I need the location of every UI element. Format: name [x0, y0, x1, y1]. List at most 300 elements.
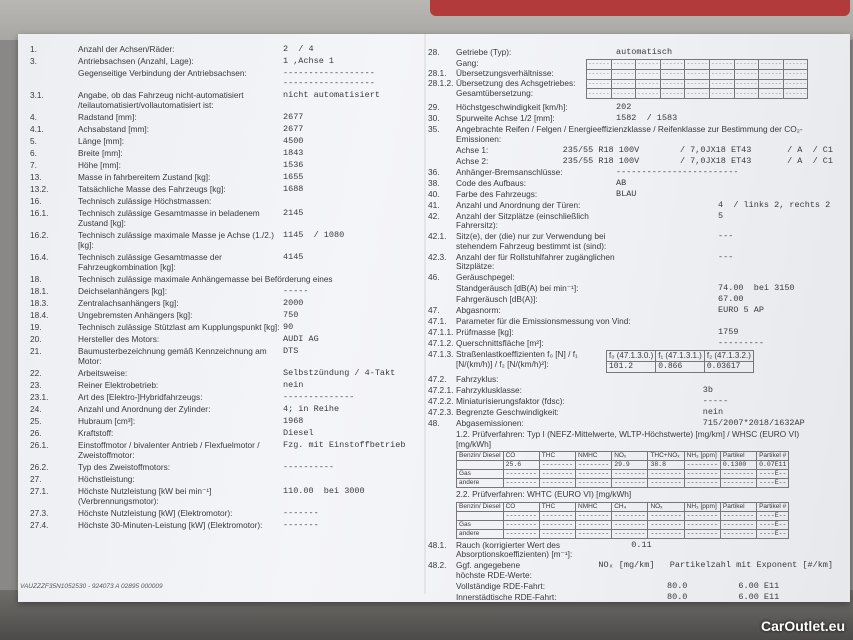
field-number: 5.	[30, 136, 37, 146]
table-header-cell: THC	[539, 452, 575, 461]
field-label: Abgasemissionen:	[456, 417, 524, 428]
field-label: Übersetzungsverhältnisse:	[456, 68, 554, 78]
field-number: 47.1.3.	[428, 349, 454, 359]
table-header-cell: CO	[503, 452, 539, 461]
table-cell: ------	[612, 79, 635, 87]
field-label: Übersetzung des Achsgetriebes:	[456, 78, 576, 88]
field-label: Hubraum [cm³]:	[78, 416, 136, 426]
field-label: Innerstädtische RDE-Fahrt:	[456, 591, 557, 602]
field-label: Gesamtübersetzung:	[456, 88, 534, 98]
field-label: Technisch zulässige Stützlast am Kupplungspunkt [kg]:	[78, 322, 280, 332]
table-header-cell: CH₄	[612, 502, 648, 511]
coefficients-table	[606, 350, 754, 373]
field-label: Radstand [mm]:	[78, 112, 137, 122]
field-label: Kraftstoff:	[78, 428, 114, 438]
field-number: 13.	[30, 172, 42, 182]
field-row	[428, 253, 833, 272]
table-cell: --------	[720, 520, 756, 529]
field-number: 22.	[30, 368, 42, 378]
table-cell: 38.8	[648, 461, 684, 470]
field-number: 13.2.	[30, 184, 49, 194]
table-cell: ------	[735, 79, 758, 87]
field-value: ------------------------	[616, 166, 739, 177]
test1-table	[456, 451, 789, 488]
field-row	[30, 520, 420, 530]
field-label: Technisch zulässige Höchstmassen:	[78, 196, 212, 206]
field-row	[30, 346, 420, 366]
table-header-cell: Partikel	[720, 452, 756, 461]
table-cell: --------	[576, 479, 612, 488]
table-cell	[457, 511, 504, 520]
field-value: 1655	[283, 172, 304, 182]
field-number: 42.1.	[428, 231, 447, 241]
field-label: Achse 2:	[456, 155, 489, 166]
field-row	[30, 148, 420, 158]
table-header-cell: CO	[503, 502, 539, 511]
table-cell: --------	[576, 520, 612, 529]
table-cell: --------	[720, 470, 756, 479]
table-row	[587, 60, 808, 70]
field-row	[428, 114, 833, 124]
field-number: 16.4.	[30, 252, 49, 262]
field-label: Deichselanhängers [kg]:	[78, 286, 168, 296]
field-label: Rauch (korrigierter Wert des Absorptionskoeffizienten) [m⁻¹]:	[456, 539, 573, 559]
field-label: Einstoffmotor / bivalenter Antrieb / Flexfuelmotor / Zweistoffmotor:	[78, 440, 260, 460]
field-row	[428, 273, 833, 283]
field-row	[30, 428, 420, 438]
table-cell: --------	[503, 529, 539, 538]
field-label: Technisch zulässige Gesamtmasse in beladenem Zustand [kg]:	[78, 208, 260, 228]
field-row	[428, 125, 833, 144]
field-row	[428, 179, 833, 189]
field-label: Vollständige RDE-Fahrt:	[456, 580, 546, 591]
field-number: 16.	[30, 196, 42, 206]
field-row	[30, 68, 420, 88]
table-cell: --------	[503, 470, 539, 479]
field-value: ----------	[283, 462, 335, 472]
field-number: 24.	[30, 404, 42, 414]
field-row	[428, 593, 833, 603]
field-number: 42.	[428, 210, 440, 221]
field-label: Angebrachte Reifen / Felgen / Energieeffizienzklasse / Reifenklasse zur Bestimmung der CO₂-Emissionen:	[456, 124, 803, 144]
table-cell: ----E--	[757, 470, 789, 479]
field-row	[30, 486, 420, 506]
field-label: Angabe, ob das Fahrzeug nicht-automatisiert /teilautomatisiert/vollautomatisiert ist:	[78, 90, 244, 110]
table-cell: --------	[612, 470, 648, 479]
table-cell: ------	[588, 79, 610, 87]
table-cell: ------	[661, 60, 684, 68]
table-header-cell: NH₃ [ppm]	[684, 502, 720, 511]
table-header-row	[457, 502, 789, 511]
field-number: 38.	[428, 177, 440, 188]
table-cell: ------	[784, 60, 807, 68]
field-row	[30, 322, 420, 332]
table-cell: ------	[735, 70, 758, 78]
table-cell: ------	[686, 79, 709, 87]
field-label: Code des Aufbaus:	[456, 177, 527, 188]
field-value: 3b	[616, 384, 713, 395]
field-label: Achsabstand [mm]:	[78, 124, 150, 134]
table-header-cell: f₀ (47.1.3.0.)	[607, 351, 656, 362]
field-number: 47.2.	[428, 373, 447, 384]
field-row	[428, 212, 833, 231]
table-cell: ------	[711, 60, 733, 68]
field-label: Antriebsachsen (Anzahl, Lage):	[78, 56, 194, 66]
field-label: Geräuschpegel:	[456, 272, 515, 282]
field-label: Tatsächliche Masse des Fahrzeugs [kg]:	[78, 184, 226, 194]
table-row	[457, 470, 789, 479]
table-cell: ------	[711, 70, 733, 78]
field-number: 18.	[30, 274, 42, 284]
field-label: Ggf. angegebene höchste RDE-Werte:	[456, 560, 532, 580]
field-value: 715/2007*2018/1632AP	[616, 417, 805, 428]
table-cell: ------	[661, 89, 684, 97]
table-cell: --------	[648, 479, 684, 488]
table-cell: --------	[539, 529, 575, 538]
table-header-cell: f₂ (47.1.3.2.)	[704, 351, 753, 362]
field-number: 26.	[30, 428, 42, 438]
field-row	[30, 124, 420, 134]
field-row	[428, 408, 833, 418]
table-cell: --------	[576, 470, 612, 479]
field-value: automatisch	[616, 47, 673, 57]
table-header-cell: THC	[539, 502, 575, 511]
field-row	[30, 208, 420, 228]
left-column	[30, 44, 420, 532]
table-cell: ------	[735, 60, 758, 68]
field-row	[30, 230, 420, 250]
field-label: Art des [Elektro-]Hybridfahrzeugs:	[78, 392, 203, 402]
field-row	[428, 168, 833, 178]
field-row	[428, 397, 833, 407]
field-number: 48.2.	[428, 560, 447, 570]
field-value: --------------	[283, 392, 355, 402]
field-label: Straßenlastkoeffizienten f₀ [N] / f₁ [N/(km/h)] / f₂ [N/(km/h)²]:	[456, 349, 578, 369]
field-number: 27.3.	[30, 508, 49, 518]
table-cell: ------	[637, 89, 659, 97]
table-cell: --------	[576, 461, 612, 470]
table-cell: --------	[684, 520, 720, 529]
field-value: nicht automatisiert	[283, 90, 380, 100]
field-label: Fahrzyklusklasse:	[456, 384, 522, 395]
field-value: ---------	[616, 338, 764, 348]
field-value: ---	[616, 251, 734, 262]
document-footer: VAUZZZF35N1052530 - 924073 A 02895 000009	[20, 583, 163, 590]
table-cell: 101.2	[607, 362, 656, 373]
field-label: Abgasnorm:	[456, 305, 501, 315]
field-label: Höchste Nutzleistung [kW] (Elektromotor):	[78, 508, 233, 518]
table-cell: ------	[686, 70, 709, 78]
field-label: Anzahl und Anordnung der Zylinder:	[78, 404, 211, 414]
field-label: Fahrzyklus:	[456, 373, 499, 384]
table-cell: 29.9	[612, 461, 648, 470]
table-cell: --------	[539, 511, 575, 520]
field-value: 2 / 4	[283, 44, 314, 54]
field-label: Fahrgeräusch [dB(A)]:	[456, 294, 538, 304]
table-cell: --------	[720, 479, 756, 488]
field-label: Standgeräusch [dB(A) bei min⁻¹]:	[456, 283, 579, 293]
table-cell: --------	[720, 511, 756, 520]
field-number: 46.	[428, 272, 440, 282]
field-value: nein	[283, 380, 304, 390]
table-header-cell: f₁ (47.1.3.1.)	[656, 351, 705, 362]
table-cell: 0.1300	[720, 461, 756, 470]
field-label: Anzahl der Sitzplätze (einschließlich Fahrersitz):	[456, 210, 589, 230]
field-number: 35.	[428, 124, 440, 134]
field-number: 41.	[428, 199, 440, 210]
field-number: 47.1.2.	[428, 338, 454, 348]
field-row	[30, 56, 420, 66]
field-value: -------	[283, 520, 319, 530]
field-value: AUDI AG	[283, 334, 319, 344]
field-label: Begrenzte Geschwindigkeit:	[456, 406, 559, 417]
table-cell: ----E--	[757, 520, 789, 529]
field-number: 26.1.	[30, 440, 49, 450]
field-number: 16.1.	[30, 208, 49, 218]
field-label: Prüfmasse [kg]:	[456, 327, 514, 337]
field-value: EURO 5 AP	[616, 305, 764, 315]
table-cell: ------	[637, 79, 659, 87]
field-value: 67.00	[616, 294, 744, 304]
field-label: Anhänger-Bremsanschlüsse:	[456, 166, 563, 177]
field-value: NOₓ [mg/km] Partikelzahl mit Exponent [#/km]	[547, 560, 833, 570]
field-value: 5	[616, 210, 724, 221]
field-row	[428, 386, 833, 396]
table-cell: --------	[503, 479, 539, 488]
field-value: 90	[283, 322, 294, 332]
field-number: 18.1.	[30, 286, 49, 296]
field-label: Gegenseitige Verbindung der Antriebsachsen:	[78, 68, 247, 78]
field-label: Parameter für die Emissionsmessung von Vind:	[456, 316, 631, 326]
field-label: Miniaturisierungsfaktor (fdsc):	[456, 395, 565, 406]
field-number: 4.1.	[30, 124, 44, 134]
field-number: 23.1.	[30, 392, 49, 402]
field-number: 28.1.	[428, 68, 447, 78]
table-cell: ------	[784, 79, 807, 87]
field-row	[30, 474, 420, 484]
field-label: Ungebremsten Anhängers [kg]:	[78, 310, 193, 320]
field-number: 18.4.	[30, 310, 49, 320]
field-number: 23.	[30, 380, 42, 390]
gear-labels	[428, 59, 586, 99]
field-value: 80.0 6.00 E11	[616, 580, 780, 591]
table-cell: ------	[784, 89, 807, 97]
field-label: Höhe [mm]:	[78, 160, 121, 170]
field-label: Anzahl der Achsen/Räder:	[78, 44, 175, 54]
field-row	[30, 416, 420, 426]
field-label: Farbe des Fahrzeugs:	[456, 188, 538, 199]
field-label: Reiner Elektrobetrieb:	[78, 380, 159, 390]
table-cell: --------	[684, 461, 720, 470]
field-value: -----	[616, 395, 729, 406]
table-cell: 0.866	[656, 362, 705, 373]
field-label: Höchste Nutzleistung [kW bei min⁻¹] (Verbrennungsmotor):	[78, 486, 212, 506]
field-label: Höchste 30-Minuten-Leistung [kW] (Elektromotor):	[78, 520, 263, 530]
field-row	[30, 112, 420, 122]
table-cell: ----E--	[757, 479, 789, 488]
table-header-cell: NMHC	[576, 452, 612, 461]
field-row	[428, 419, 833, 429]
table-cell: --------	[576, 511, 612, 520]
table-cell: --------	[648, 511, 684, 520]
table-cell: --------	[612, 520, 648, 529]
table-cell: ------	[686, 60, 709, 68]
field-label: Baumusterbezeichnung gemäß Kennzeichnung am Motor:	[78, 346, 267, 366]
table-header-cell: NH₃ [ppm]	[684, 452, 720, 461]
field-row	[30, 508, 420, 518]
table-row	[587, 89, 808, 99]
gear-table	[586, 59, 808, 99]
field-label: Sitz(e), der (die) nur zur Verwendung bei stehendem Fahrzeug bestimmt ist (sind):	[456, 231, 607, 251]
field-row	[30, 160, 420, 170]
field-row	[428, 582, 833, 592]
table-cell: --------	[539, 479, 575, 488]
field-label: Querschnittsfläche [m²]:	[456, 338, 544, 348]
table-cell: --------	[539, 470, 575, 479]
table-cell: ------	[612, 89, 635, 97]
field-value: 235/55 R18 100V / 7,0JX18 ET43 / A / C1	[532, 144, 833, 155]
field-number: 27.	[30, 474, 42, 484]
field-label: Typ des Zweistoffmotors:	[78, 462, 171, 472]
field-row	[428, 295, 833, 305]
field-row	[30, 298, 420, 308]
field-value: 4; in Reihe	[283, 404, 340, 414]
table-cell: --------	[648, 520, 684, 529]
field-row	[30, 44, 420, 54]
field-row	[30, 392, 420, 402]
field-row	[428, 232, 833, 251]
table-cell: --------	[648, 529, 684, 538]
table-row	[457, 529, 789, 538]
table-cell: --------	[612, 529, 648, 538]
field-label: Höchstleistung:	[78, 474, 135, 484]
field-value: -----	[283, 286, 309, 296]
field-value: 2000	[283, 298, 304, 308]
field-row	[30, 440, 420, 460]
field-row	[428, 157, 833, 167]
field-value: nein	[616, 406, 724, 417]
table-header-cell: Partikel #	[757, 502, 789, 511]
table-header-cell: NOₓ	[648, 502, 684, 511]
field-value: 4500	[283, 136, 304, 146]
field-label: Höchstgeschwindigkeit [km/h]:	[456, 102, 568, 112]
field-label: Spurweite Achse 1/2 [mm]:	[456, 113, 555, 123]
table-cell: ------	[711, 89, 733, 97]
table-cell: ------	[760, 60, 782, 68]
field-number: 28.1.2.	[428, 78, 454, 88]
field-value: Diesel	[283, 428, 314, 438]
field-row	[428, 103, 833, 113]
field-value: 1968	[283, 416, 304, 426]
field-value: 2677	[283, 124, 304, 134]
field-value: 4145	[283, 252, 304, 262]
table-cell: --------	[684, 529, 720, 538]
field-number: 20.	[30, 334, 42, 344]
table-cell: --------	[720, 529, 756, 538]
table-row	[457, 520, 789, 529]
table-row	[587, 79, 808, 89]
field-number: 36.	[428, 166, 440, 177]
table-cell: ------	[588, 89, 610, 97]
table-cell: Gas	[457, 470, 504, 479]
field-row	[30, 380, 420, 390]
field-number: 3.	[30, 56, 37, 66]
field-number: 28.	[428, 47, 440, 57]
table-header-row	[607, 351, 754, 362]
emissions-table-2-wrap	[456, 502, 833, 539]
field-value: Selbstzündung / 4-Takt	[283, 368, 396, 378]
field-row	[428, 284, 833, 294]
field-row	[30, 310, 420, 320]
field-row	[428, 339, 833, 349]
field-value: 1145 / 1080	[283, 230, 345, 240]
field-value: 202	[616, 102, 632, 112]
table-cell: --------	[612, 511, 648, 520]
table-cell: ------	[760, 79, 782, 87]
field-label: Hersteller des Motors:	[78, 334, 160, 344]
table-cell	[457, 461, 504, 470]
field-row	[30, 274, 420, 284]
field-value: 1582 / 1583	[616, 113, 678, 123]
table-cell: ------	[661, 70, 684, 78]
field-number: 7.	[30, 160, 37, 170]
table-header-cell: THC+NOₓ	[648, 452, 684, 461]
field-row	[30, 172, 420, 182]
field-value: Fzg. mit Einstoffbetrieb	[283, 440, 406, 450]
field-value: 1843	[283, 148, 304, 158]
table-row	[457, 479, 789, 488]
field-row	[428, 201, 833, 211]
test2-table	[456, 502, 789, 539]
table-cell: --------	[539, 461, 575, 470]
table-cell: ------	[735, 89, 758, 97]
table-row	[607, 362, 754, 373]
field-label: Gang:	[456, 58, 479, 68]
table-row	[587, 69, 808, 79]
field-value: BLAU	[616, 188, 637, 199]
table-header-row	[457, 452, 789, 461]
emissions-table-1-wrap	[456, 451, 833, 488]
field-number: 3.1.	[30, 90, 44, 100]
table-cell: --------	[684, 479, 720, 488]
field-number: 19.	[30, 322, 42, 332]
table-row	[457, 511, 789, 520]
table-cell: --------	[684, 511, 720, 520]
field-value: 74.00 bei 3150	[616, 283, 795, 293]
field-row	[30, 196, 420, 206]
field-value: -------	[283, 508, 319, 518]
field-row	[428, 306, 833, 316]
field-label: Breite [mm]:	[78, 148, 123, 158]
field-row	[30, 136, 420, 146]
field-value: 235/55 R18 100V / 7,0JX18 ET43 / A / C1	[532, 155, 833, 166]
field-value: 1536	[283, 160, 304, 170]
table-cell: ------	[760, 70, 782, 78]
field-value: 4 / links 2, rechts 2	[616, 199, 831, 210]
table-cell: ----E--	[757, 529, 789, 538]
field-number: 47.2.1.	[428, 384, 454, 395]
table-cell: andere	[457, 529, 504, 538]
field-number: 48.	[428, 417, 440, 428]
field-label: Anzahl und Anordnung der Türen:	[456, 199, 581, 210]
table-cell: --------	[503, 511, 539, 520]
field-row	[30, 462, 420, 472]
field-number: 1.	[30, 44, 37, 54]
table-cell: --------	[576, 529, 612, 538]
watermark-logo: CarOutlet.eu	[760, 618, 845, 634]
table-cell: --------	[503, 520, 539, 529]
field-row	[30, 368, 420, 378]
